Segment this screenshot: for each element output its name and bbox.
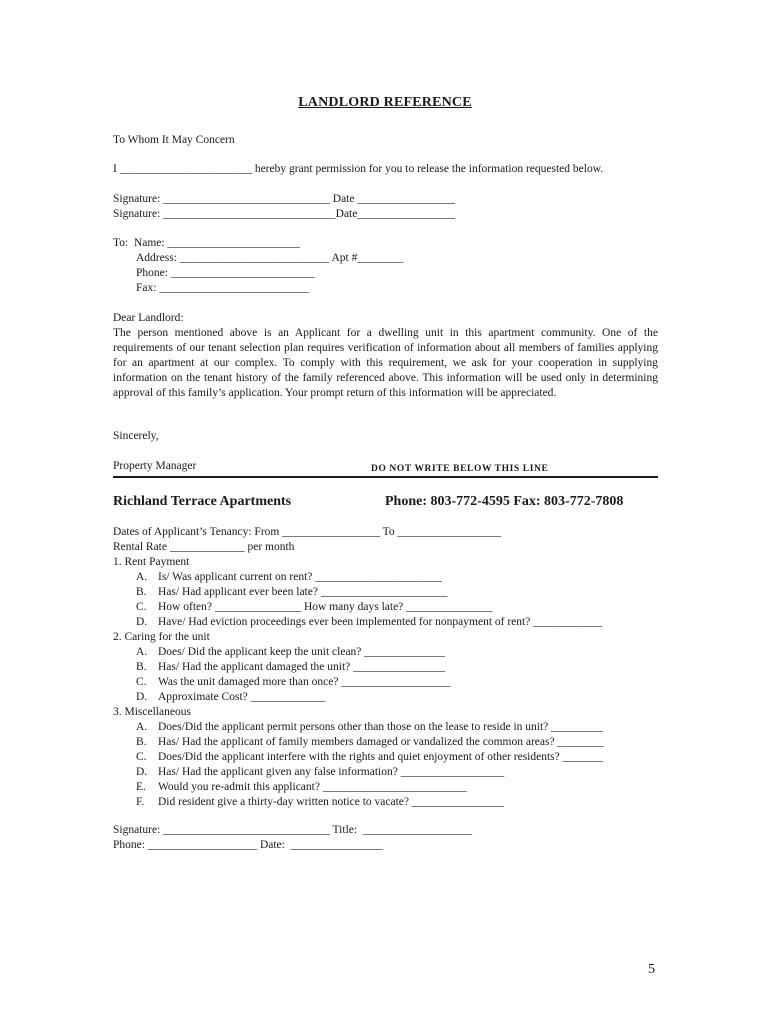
letter-greeting: Dear Landlord: <box>113 312 184 324</box>
letter-closing: Sincerely, <box>113 430 159 442</box>
tenancy-dates-field: Dates of Applicant’s Tenancy: From _________________ To __________________ <box>113 526 501 538</box>
signature-line-2: Signature: ______________________________Date_________________ <box>113 208 456 220</box>
list-item <box>136 675 658 690</box>
caring-questions <box>113 645 658 705</box>
rent-questions <box>113 570 658 630</box>
property-contact: Phone: 803-772-4595 Fax: 803-772-7808 <box>385 494 624 509</box>
item-text: Was the unit damaged more than once? ___________________ <box>158 676 451 688</box>
list-item <box>136 735 658 750</box>
item-letter: B. <box>136 661 147 673</box>
item-text: Would you re-admit this applicant? _________________________ <box>158 781 467 793</box>
item-text: Is/ Was applicant current on rent? ______________________ <box>158 571 442 583</box>
permission-text: I _______________________ hereby grant permission for you to release the information requested below. <box>113 163 604 175</box>
list-item <box>136 780 658 795</box>
section-heading-rent: 1. Rent Payment <box>113 556 190 568</box>
section-heading-caring: 2. Caring for the unit <box>113 631 210 643</box>
footer-fields <box>113 823 658 853</box>
item-text: Does/Did the applicant permit persons other than those on the lease to reside in unit? _________ <box>158 721 603 733</box>
item-letter: D. <box>136 766 148 778</box>
item-letter: F. <box>136 796 145 808</box>
item-text: Approximate Cost? _____________ <box>158 691 326 703</box>
tenancy-block <box>113 525 658 555</box>
item-text: How often? _______________ How many days late? _______________ <box>158 601 493 613</box>
item-text: Did resident give a thirty-day written notice to vacate? ________________ <box>158 796 504 808</box>
list-item <box>136 585 658 600</box>
divider-rule <box>113 476 658 478</box>
list-item <box>136 750 658 765</box>
item-letter: C. <box>136 751 147 763</box>
signature-line-1: Signature: _____________________________ Date _________________ <box>113 193 456 205</box>
letter-body <box>113 311 658 401</box>
item-text: Does/Did the applicant interfere with the rights and quiet enjoyment of other residents? _______ <box>158 751 603 763</box>
item-letter: A. <box>136 646 148 658</box>
item-letter: E. <box>136 781 146 793</box>
letter-signer: Property Manager <box>113 460 197 472</box>
item-letter: A. <box>136 571 148 583</box>
item-text: Has/ Had the applicant given any false information? __________________ <box>158 766 505 778</box>
to-block <box>113 236 658 296</box>
list-item <box>136 660 658 675</box>
list-item <box>136 645 658 660</box>
letter-paragraph: The person mentioned above is an Applicant for a dwelling unit in this apartment community. One of the requirements of our tenant selection plan requires verification of information about all members of families applying for an apartment at our complex. To comply with this requirement, we ask for your cooperation in supplying information on the tenant history of the family referenced above. This information will be used only in determining approval of this family’s application. Your prompt return of this information will be appreciated. <box>113 327 658 399</box>
item-text: Have/ Had eviction proceedings ever been implemented for nonpayment of rent? ____________ <box>158 616 603 628</box>
item-letter: A. <box>136 721 148 733</box>
list-item <box>136 600 658 615</box>
questionnaire <box>113 555 658 810</box>
item-letter: B. <box>136 736 147 748</box>
section-heading-misc: 3. Miscellaneous <box>113 706 191 718</box>
list-item <box>136 795 658 810</box>
list-item <box>136 765 658 780</box>
property-name: Richland Terrace Apartments <box>113 494 292 509</box>
misc-questions <box>113 720 658 810</box>
item-letter: D. <box>136 616 148 628</box>
form-title: LANDLORD REFERENCE <box>298 95 472 110</box>
item-text: Does/ Did the applicant keep the unit clean? ______________ <box>158 646 445 658</box>
do-not-write-notice: DO NOT WRITE BELOW THIS LINE <box>371 464 549 474</box>
rental-rate-field: Rental Rate _____________ per month <box>113 541 295 553</box>
to-name-field: To: Name: _______________________ <box>113 237 300 249</box>
item-letter: C. <box>136 676 147 688</box>
permission-line <box>113 162 658 177</box>
item-text: Has/ Had the applicant of family members damaged or vandalized the common areas? ________ <box>158 736 604 748</box>
footer-signature-field: Signature: _____________________________ Title: ___________________ <box>113 824 473 836</box>
item-letter: C. <box>136 601 147 613</box>
item-text: Has/ Had applicant ever been late? ______________________ <box>158 586 448 598</box>
list-item <box>136 720 658 735</box>
list-item <box>136 615 658 630</box>
footer-phone-field: Phone: ___________________ Date: ________________ <box>113 839 383 851</box>
to-address-field: Address: __________________________ Apt #________ <box>136 252 404 264</box>
item-letter: B. <box>136 586 147 598</box>
item-letter: D. <box>136 691 148 703</box>
to-phone-field: Phone: _________________________ <box>136 267 315 279</box>
signature-block <box>113 192 658 222</box>
list-item <box>136 570 658 585</box>
to-fax-field: Fax: __________________________ <box>136 282 309 294</box>
item-text: Has/ Had the applicant damaged the unit? ________________ <box>158 661 446 673</box>
page-number: 5 <box>648 962 655 977</box>
salutation: To Whom It May Concern <box>113 134 235 146</box>
list-item <box>136 690 658 705</box>
